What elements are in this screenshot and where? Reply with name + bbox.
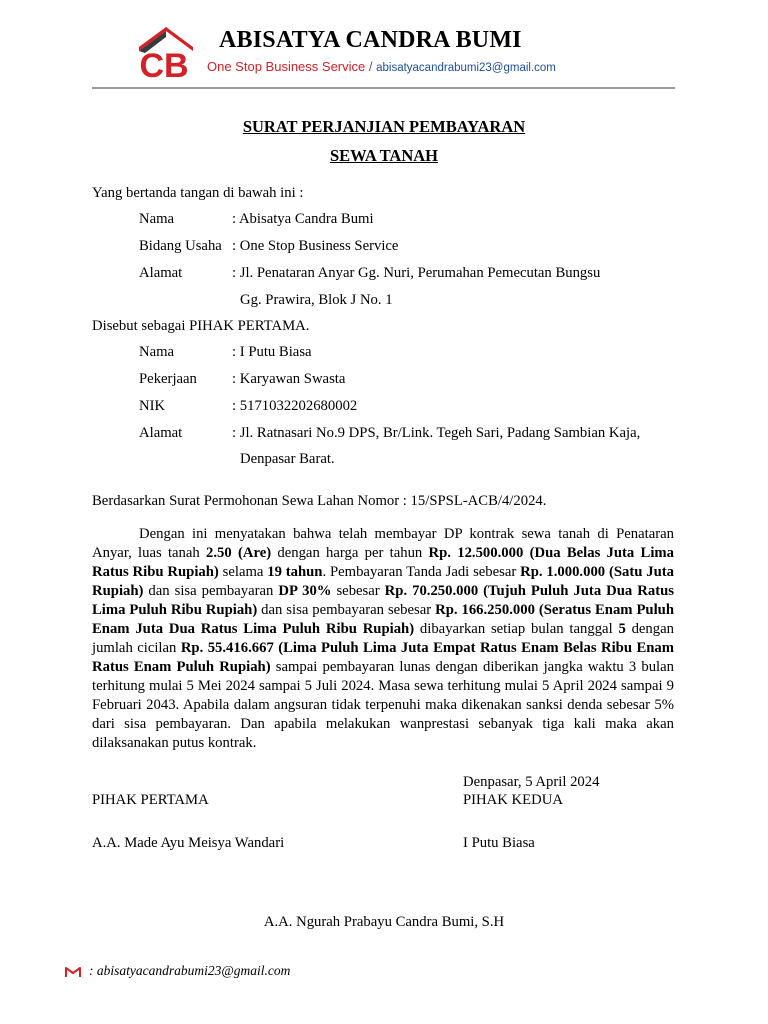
body-text-3: selama: [218, 564, 268, 580]
witness-name: A.A. Ngurah Prabayu Candra Bumi, S.H: [263, 914, 505, 930]
body-text-8: dibayarkan setiap bulan tanggal: [414, 621, 619, 637]
party1-designation: Disebut sebagai PIHAK PERTAMA.: [92, 318, 310, 334]
body-bold-3: 19 tahun: [267, 564, 323, 580]
agreement-paragraph: [92, 525, 674, 753]
document-subtitle: SEWA TANAH: [329, 146, 439, 165]
header-email[interactable]: abisatyacandrabumi23@gmail.com: [376, 62, 556, 74]
document-title: SURAT PERJANJIAN PEMBAYARAN: [242, 117, 526, 136]
party2-job-value: : Karyawan Swasta: [232, 371, 346, 387]
party1-signatory-name: A.A. Made Ayu Meisya Wandari: [92, 835, 285, 851]
party2-nik-label: NIK: [139, 398, 166, 414]
body-text-4: . Pembayaran Tanda Jadi sebesar: [322, 564, 521, 580]
party1-field-value: : One Stop Business Service: [232, 238, 399, 254]
party1-name-value: : Abisatya Candra Bumi: [232, 211, 374, 227]
body-text-2: dengan harga per tahun: [271, 545, 429, 561]
party1-address-value: : Jl. Penataran Anyar Gg. Nuri, Perumahan Pemecutan Bungsu: [232, 265, 601, 281]
party1-name-label: Nama: [139, 211, 175, 227]
party2-signature-title: PIHAK KEDUA: [463, 792, 563, 808]
party2-address-label: Alamat: [139, 425, 183, 441]
body-text-10: sampai pembayaran lunas dengan diberikan jangka waktu 3 bulan terhitung mulai 5 Mei 2024 sampai 5 Juli 2024. Masa sewa terhitung mulai 5 April 2024 sampai 9 Februari 2043. Apabila dalam angsuran tidak terpenuhi maka dikenakan sanksi denda sebesar 5% dari sisa pembayaran. Dan apabila melakukan wanprestasi sebanyak tiga kali maka akan dilaksanakan putus kontrak.: [92, 659, 674, 751]
body-bold-5: DP 30%: [278, 583, 332, 599]
body-text-1: Dengan ini menyatakan bahwa telah membayar DP kontrak sewa tanah di Penataran Anyar, luas tanah: [92, 526, 674, 561]
body-text-5: dan sisa pembayaran: [143, 583, 279, 599]
body-bold-1: 2.50 (Are): [206, 545, 272, 561]
body-text-9: dengan jumlah cicilan: [92, 621, 674, 656]
body-bold-7: Rp. 166.250.000 (Seratus Enam Puluh Enam Juta Dua Ratus Lima Puluh Ribu Rupiah): [92, 602, 675, 637]
body-bold-8: 5: [618, 621, 626, 637]
party1-address-label: Alamat: [139, 265, 183, 281]
party1-address-continued: Gg. Prawira, Blok J No. 1: [240, 292, 393, 308]
party1-signature-title: PIHAK PERTAMA: [92, 792, 209, 808]
place-date: Denpasar, 5 April 2024: [463, 774, 600, 790]
body-bold-6: Rp. 70.250.000 (Tujuh Puluh Juta Dua Ratus Lima Puluh Ribu Rupiah): [92, 583, 674, 618]
party2-job-label: Pekerjaan: [139, 371, 197, 387]
footer-email[interactable]: : abisatyacandrabumi23@gmail.com: [89, 963, 291, 978]
body-text-6: sebesar: [331, 583, 385, 599]
header-divider: [92, 87, 675, 89]
party2-name-label: Nama: [139, 344, 175, 360]
party2-address-continued: Denpasar Barat.: [240, 451, 335, 467]
company-tagline: [207, 59, 556, 74]
gmail-icon: [65, 966, 81, 978]
party2-signatory-name: I Putu Biasa: [463, 835, 535, 851]
company-logo: [133, 23, 199, 81]
tagline-separator: /: [365, 59, 377, 74]
party2-address-value: : Jl. Ratnasari No.9 DPS, Br/Link. Tegeh Sari, Padang Sambian Kaja,: [232, 425, 641, 441]
reference-line: Berdasarkan Surat Permohonan Sewa Lahan Nomor : 15/SPSL-ACB/4/2024.: [92, 493, 547, 509]
company-name: ABISATYA CANDRA BUMI: [219, 27, 522, 53]
party1-field-label: Bidang Usaha: [139, 238, 222, 254]
body-bold-4: Rp. 1.000.000 (Satu Juta Rupiah): [92, 564, 674, 599]
party2-name-value: : I Putu Biasa: [232, 344, 312, 360]
intro-text: Yang bertanda tangan di bawah ini :: [92, 185, 304, 201]
body-text-7: dan sisa pembayaran sebesar: [257, 602, 436, 618]
party2-nik-value: : 5171032202680002: [232, 398, 358, 414]
tagline-text: One Stop Business Service: [207, 59, 366, 74]
body-bold-9: Rp. 55.416.667 (Lima Puluh Lima Juta Empat Ratus Enam Belas Ribu Enam Ratus Enam Puluh Rupiah): [92, 640, 674, 675]
logo-text: CB: [139, 47, 189, 81]
body-bold-2: Rp. 12.500.000 (Dua Belas Juta Lima Ratus Ribu Rupiah): [92, 545, 674, 580]
